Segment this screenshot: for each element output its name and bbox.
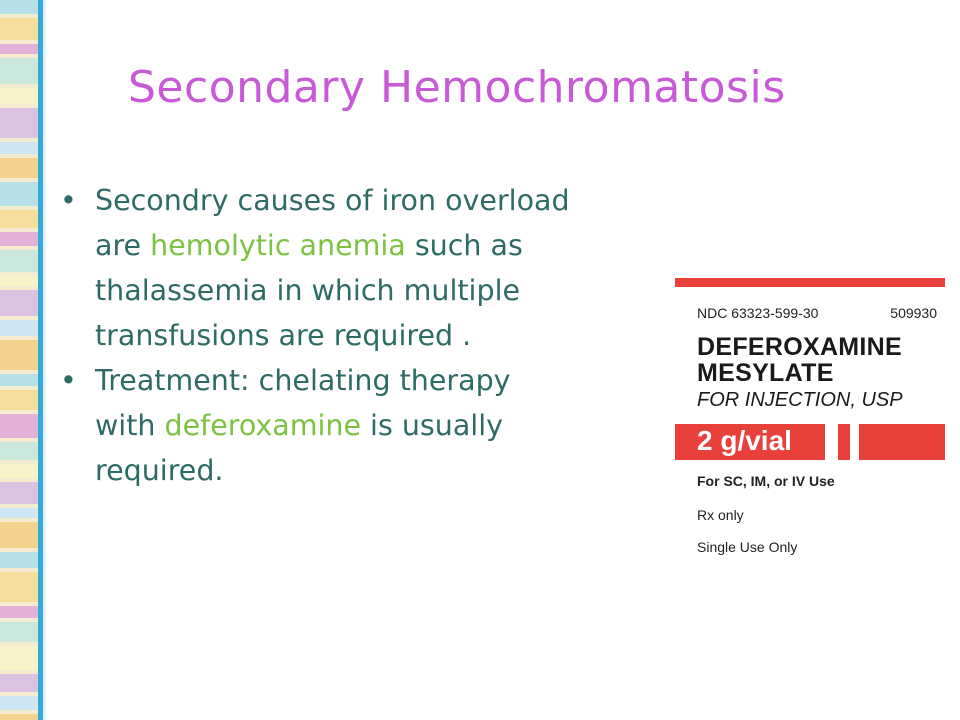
bullet-text [95,184,570,352]
decorative-stripe-border [0,0,38,720]
decorative-stripe [0,340,38,370]
strength-bar-accent [859,424,945,460]
decorative-stripe [0,674,38,692]
usage-text: Single Use Only [697,539,798,555]
drug-label-image [675,278,945,568]
decorative-stripe [0,210,38,228]
decorative-stripe [0,232,38,246]
bullet-text-part: Secondry causes of iron overload are [95,184,570,262]
decorative-stripe [0,622,38,642]
decorative-stripe [0,482,38,504]
bullet-list [60,178,580,493]
highlighted-term: hemolytic anemia [150,229,406,262]
decorative-stripe [0,390,38,410]
decorative-stripe [0,414,38,438]
drug-name-line2: MESYLATE [697,359,834,387]
decorative-stripe [0,714,38,720]
decorative-stripe [0,108,38,138]
decorative-stripe [0,250,38,272]
bullet-text-part: is usually required. [95,409,504,487]
decorative-stripe [0,182,38,206]
decorative-stripe [0,464,38,478]
routes-text: For SC, IM, or IV Use [697,473,835,489]
decorative-stripe [0,158,38,178]
bullet-marker: • [60,184,77,217]
decorative-stripe [0,508,38,518]
drug-form: FOR INJECTION, USP [697,389,903,411]
rx-text: Rx only [697,507,744,523]
decorative-stripe [0,552,38,568]
decorative-stripe [0,374,38,386]
ndc-number: NDC 63323-599-30 [697,305,819,321]
bullet-marker: • [60,364,77,397]
ndc-row [697,305,937,321]
decorative-stripe [0,522,38,548]
drug-name-line1: DEFEROXAMINE [697,333,903,361]
decorative-stripe [0,442,38,460]
decorative-stripe [0,572,38,602]
decorative-stripe [0,646,38,670]
strength-text: 2 g/vial [697,425,792,456]
decorative-stripe [0,88,38,104]
slide-title: Secondary Hemochromatosis [128,62,786,113]
bullet-text-part: Treatment: chelating therapy with [95,364,511,442]
highlighted-term: deferoxamine [164,409,361,442]
strength-bar-accent [838,424,850,460]
decorative-stripe [0,606,38,618]
decorative-stripe [0,18,38,40]
bullet-text [95,364,511,487]
decorative-stripe [0,0,38,14]
decorative-stripe [0,276,38,286]
strength-box [675,424,825,460]
bullet-item [60,178,580,358]
bullet-item [60,358,580,493]
drug-name [697,334,902,386]
product-code: 509930 [890,305,937,321]
decorative-stripe [0,290,38,316]
decorative-stripe [0,320,38,336]
decorative-stripe [0,696,38,710]
decorative-stripe [0,58,38,84]
decorative-stripe [0,44,38,54]
label-top-bar [675,278,945,287]
decorative-stripe [0,142,38,154]
decorative-edge-highlight [43,0,46,720]
bullet-text-part: such as thalassemia in which multiple transfusions are required . [95,229,523,352]
